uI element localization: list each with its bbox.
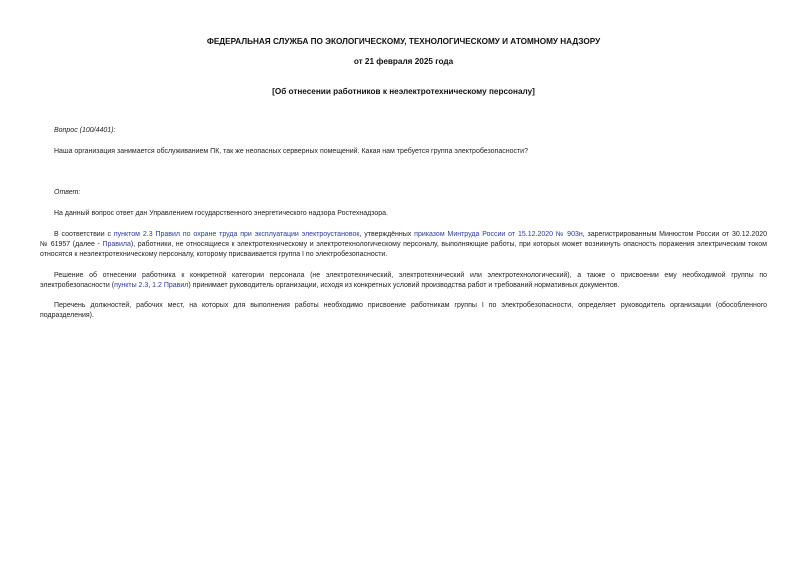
question-label: Вопрос (100/4401): [54,127,116,134]
agency-title: ФЕДЕРАЛЬНАЯ СЛУЖБА ПО ЭКОЛОГИЧЕСКОМУ, ТЕХНОЛОГИЧЕСКОМУ И АТОМНОМУ НАДЗОРУ [206,37,601,46]
answer-intro: На данный вопрос ответ дан Управлением государственного энергетического надзора Ростехнадзора. [54,210,388,217]
p2-text-1: Решение об отнесении работника к конкретной категории персонала (не электротехнический, электротехнический или электротехнологический), а также о присвоении ему необходимой группы по [54,272,767,279]
link-order-903n[interactable]: приказом Минтруда России от 15.12.2020 № 903н [414,231,583,238]
p3-text-2: подразделения). [40,312,94,319]
p1-text-2: , утверждённых [359,231,415,238]
p3-text-1: Перечень должностей, рабочих мест, на которых для выполнения работы необходимо присвоение работникам группы I по электробезопасности, определяет руководитель организации (обособленного [54,302,767,309]
p1-text-3: , зарегистрированным Минюстом России от 30.12.2020 [582,231,768,238]
p1-text-4: № 61957 (далее - [40,241,103,248]
document-subject: [Об отнесении работников к неэлектротехническому персоналу] [272,87,535,96]
link-item-1-2-rules[interactable]: 1.2 Правил [152,282,189,289]
p2-text-4: ) принимает руководитель организации, исходя из конкретных условий производства работ и требований нормативных документов. [188,282,620,289]
answer-label: Ответ: [54,189,81,196]
p1-text-5: ), работники, не относящиеся к электротехническому и электротехнологическому персоналу, выполняющие работы, при которых может возникнуть опасность поражения электрическим током [130,241,767,248]
p1-text-1: В соответствии с [54,231,114,238]
p2-text-3: , [148,282,153,289]
p2-text-2: электробезопасности ( [40,282,115,289]
p1-text-6: относятся к неэлектротехническому персоналу, которому присваивается группа I по электробезопасности. [40,251,388,258]
document-date: от 21 февраля 2025 года [353,57,454,66]
link-rules[interactable]: Правила [102,241,131,248]
link-rules-item-2-3[interactable]: пунктом 2.3 Правил по охране труда при эксплуатации электроустановок [113,231,360,238]
question-text: Наша организация занимается обслуживанием ПК, так же неопасных серверных помещений. Какая нам требуется группа электробезопасности? [54,148,528,155]
link-item-2-3[interactable]: пункты 2.3 [114,282,149,289]
